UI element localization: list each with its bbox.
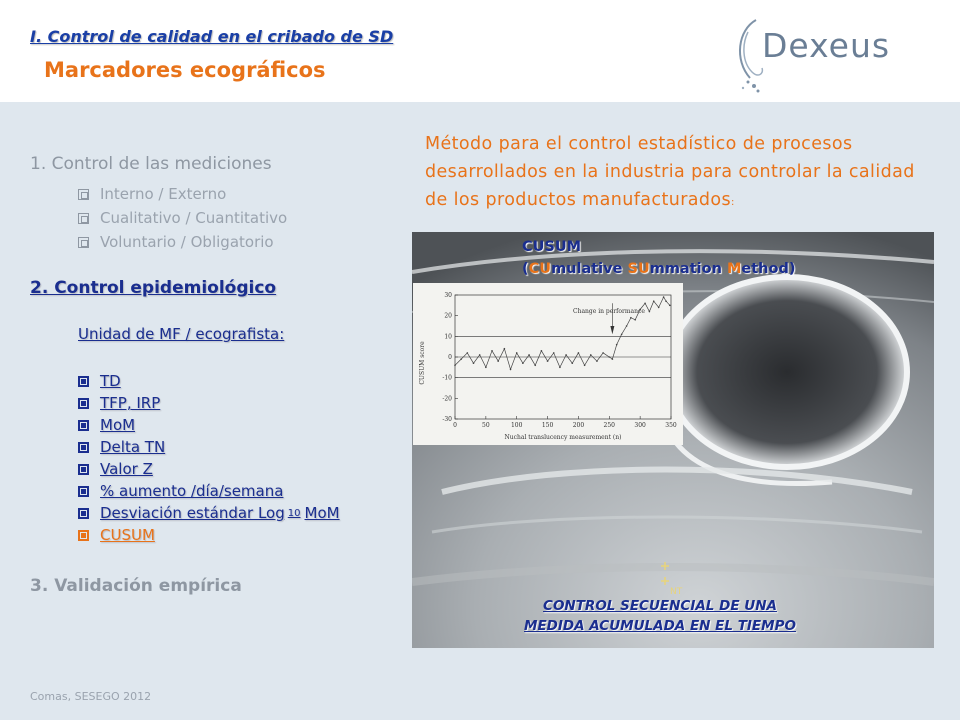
cusum-point [528,354,530,356]
list-item-label: MoM [100,416,136,434]
checkbox-bullet-icon [78,213,89,224]
list-item-cusum [78,524,340,546]
cusum-point [578,352,580,354]
list-item-label: % aumento /día/semana [100,482,284,500]
checkbox-bullet-icon [78,237,89,248]
list-item-label: Voluntario / Obligatorio [100,233,274,251]
list-item [78,230,287,254]
change-annotation: Change in performance [573,308,645,315]
cusum-point [602,352,604,354]
list-item-suffix: MoM [304,504,340,522]
list-item [78,480,340,502]
cusum-point [571,362,573,364]
cusum-point [491,350,493,352]
cusum-point [669,305,671,307]
control-caption-line1: CONTROL SECUENCIAL DE UNA [543,598,777,614]
checkbox-bullet-icon [78,486,89,497]
slide-title: Marcadores ecográficos [44,58,326,82]
cusum-point [616,344,618,346]
list-item [78,182,287,206]
checkbox-bullet-icon [78,376,89,387]
section-1-list [78,182,287,254]
cusum-point [460,358,462,360]
section-3-heading: 3. Validación empírica [30,576,242,596]
cusum-point [644,302,646,304]
y-tick-label: 10 [444,333,452,341]
checkbox-bullet-icon [78,530,89,541]
cusum-point [541,350,543,352]
cusum-chart [413,283,683,445]
su-letters: SU [627,261,650,277]
list-item-label: Cualitativo / Cuantitativo [100,209,288,227]
x-tick-label: 300 [634,422,646,429]
subscript-10: 10 [287,507,301,519]
cu-letters: CU [528,261,552,277]
cusum-title: CUSUM [522,239,582,255]
x-tick-label: 50 [482,422,490,429]
list-item-label: Desviación estándar Log [100,504,285,522]
ethod-text: ethod) [741,261,796,277]
cusum-point [454,364,456,366]
x-tick-label: 150 [541,422,554,429]
list-item [78,436,340,458]
unidad-label: Unidad de MF / ecografista: [78,325,285,343]
y-tick-label: 30 [444,292,452,299]
list-item [78,392,340,414]
cusum-point [612,358,614,360]
cusum-point [649,311,651,313]
mulative-text: mulative [551,261,628,277]
cusum-point [565,354,567,356]
cusum-point [634,319,636,321]
section-2-list [78,370,340,546]
slide-content [0,102,960,720]
checkbox-bullet-icon [78,442,89,453]
cusum-point [665,300,667,302]
cusum-point [553,352,555,354]
cusum-point [547,360,549,362]
cusum-point [596,360,598,362]
slide-subtitle: I. Control de calidad en el cribado de SD [30,27,394,46]
cusum-heading [522,236,795,280]
list-item-label: Interno / Externo [100,185,227,203]
paren: ( [522,261,529,277]
footer-credit: Comas, SESEGO 2012 [30,690,152,703]
method-description-colon: : [731,197,735,208]
cusum-point [608,356,610,358]
cusum-point [584,364,586,366]
cusum-point [559,367,561,369]
x-tick-label: 350 [665,422,677,429]
x-axis-label: Nuchal translucency measurement (n) [504,434,622,441]
cusum-point [663,296,665,298]
list-item [78,206,287,230]
list-item-label: TFP, IRP [100,394,161,412]
method-description [425,130,925,217]
list-item [78,458,340,480]
method-description-text: Método para el control estadístico de procesos desarrollados en la industria para controlar la calidad de los productos manufacturados [425,134,915,210]
cusum-point [621,333,623,335]
y-tick-label: -30 [442,416,452,423]
cusum-point [467,352,469,354]
list-item [78,414,340,436]
x-tick-label: 100 [510,422,523,429]
y-tick-label: -20 [442,395,452,403]
cusum-point [485,367,487,369]
cusum-point [630,317,632,319]
y-axis-label: CUSUM score [419,341,426,385]
list-item [78,370,340,392]
section-2-heading: 2. Control epidemiológico [30,278,277,298]
cusum-point [653,300,655,302]
y-tick-label: 0 [448,354,452,361]
checkbox-bullet-icon [78,464,89,475]
x-tick-label: 0 [453,422,457,429]
list-item-label: CUSUM [100,526,155,544]
list-item-label: TD [100,372,121,390]
cusum-point [473,362,475,364]
y-tick-label: -10 [442,374,452,382]
x-tick-label: 250 [603,422,616,429]
list-item-label: Delta TN [100,438,166,456]
list-item [78,502,340,524]
checkbox-bullet-icon [78,508,89,519]
cusum-point [479,354,481,356]
cusum-point [590,354,592,356]
cusum-point [510,369,512,371]
checkbox-bullet-icon [78,420,89,431]
header [0,0,960,102]
checkbox-bullet-icon [78,398,89,409]
cusum-expansion [522,258,795,280]
cusum-point [522,362,524,364]
cusum-point [658,307,660,309]
section-1-heading: 1. Control de las mediciones [30,154,272,174]
cusum-point [626,325,628,327]
control-caption-line2: MEDIDA ACUMULADA EN EL TIEMPO [524,618,796,634]
cusum-point [497,360,499,362]
control-caption [470,596,850,636]
checkbox-bullet-icon [78,189,89,200]
cusum-point [504,348,506,350]
x-tick-label: 200 [572,422,585,429]
logo-text: Dexeus [762,26,891,65]
cusum-point [516,352,518,354]
nt-label: NT [670,587,683,597]
y-tick-label: 20 [444,312,452,320]
list-item-label: Valor Z [100,460,153,478]
m-letter: M [726,261,742,277]
cusum-point [534,364,536,366]
mmation-text: mmation [649,261,727,277]
